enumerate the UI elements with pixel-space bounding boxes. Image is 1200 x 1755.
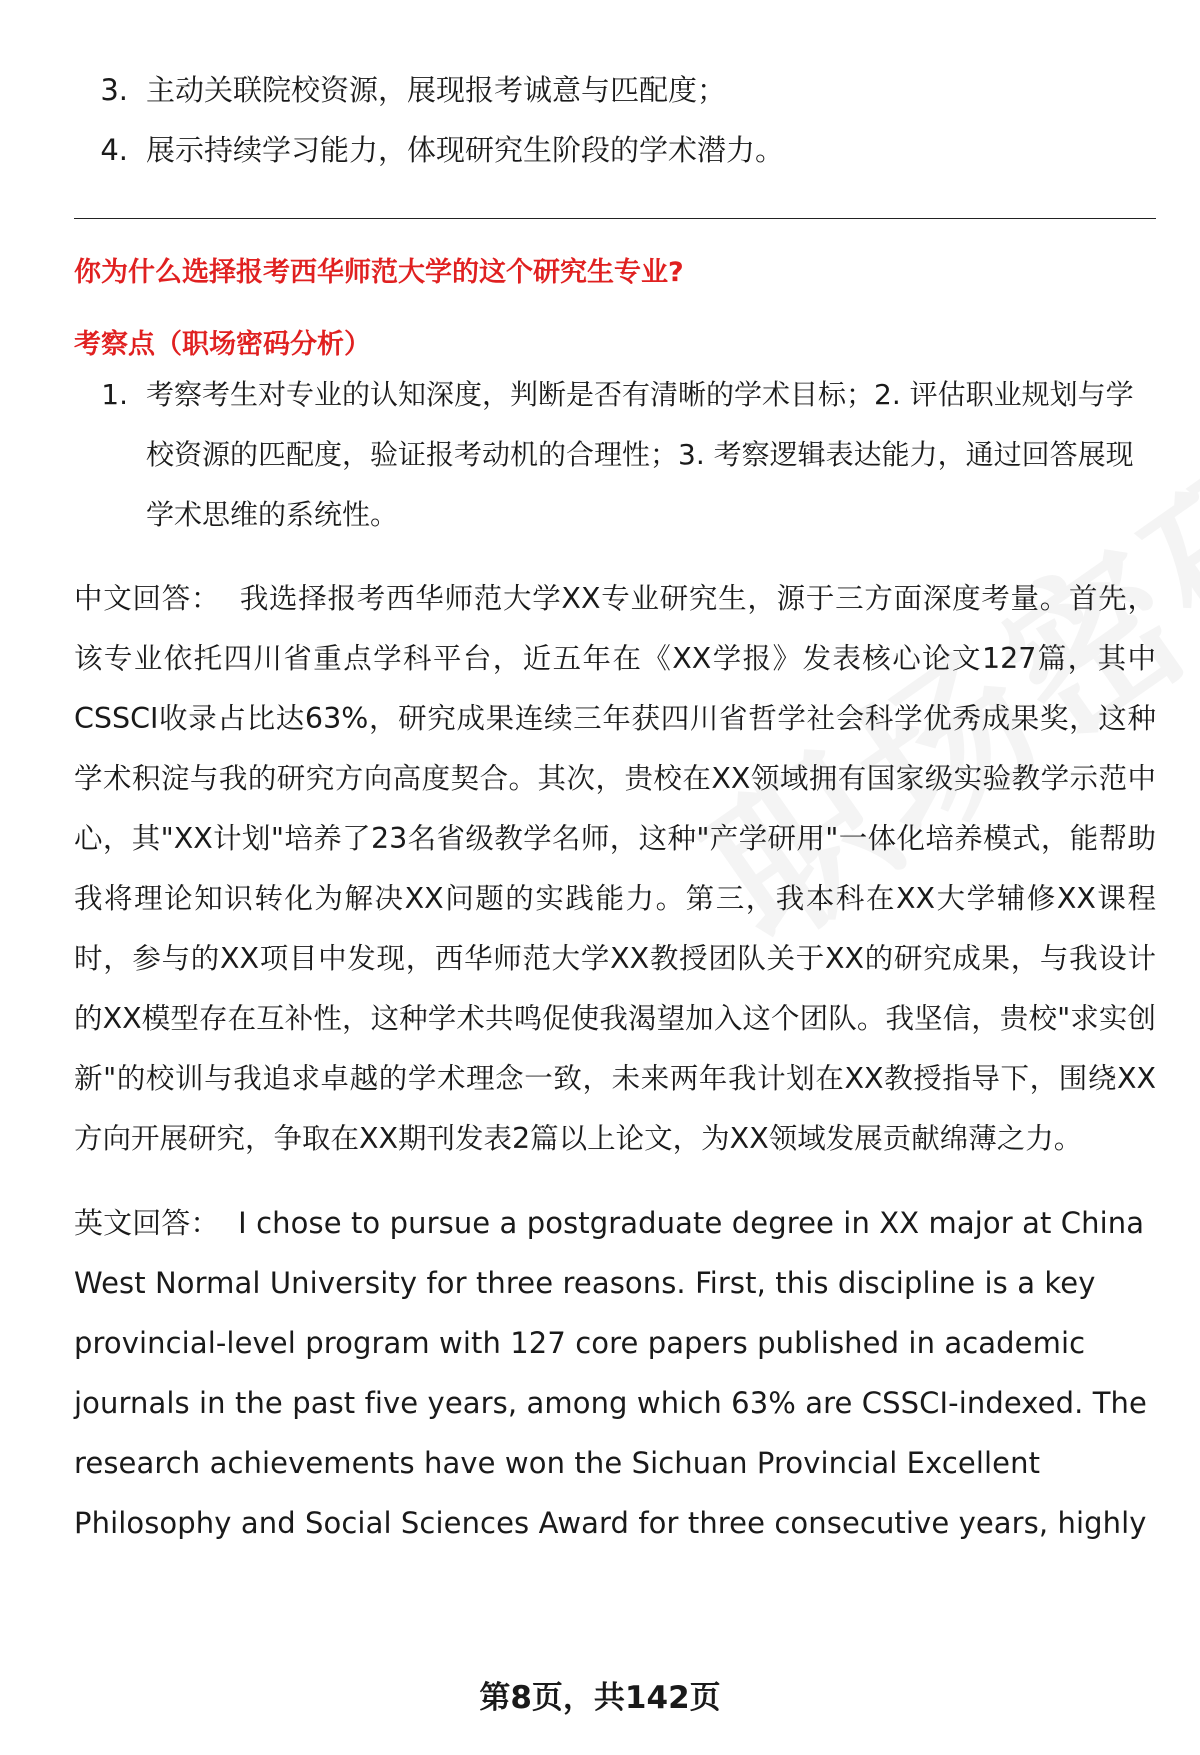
section-divider: [74, 218, 1156, 219]
list-item: [74, 120, 1156, 180]
list-number: 4.: [100, 133, 128, 167]
list-text: 主动关联院校资源，展现报考诚意与匹配度；: [146, 73, 727, 107]
list-item: [74, 365, 1156, 545]
chinese-answer-text: 我选择报考西华师范大学XX专业研究生，源于三方面深度考量。首先，该专业依托四川省重点学科平台，近五年在《XX学报》发表核心论文127篇，其中CSSCI收录占比达63%，研究成果连续三年获四川省哲学社会科学优秀成果奖，这种学术积淀与我的研究方向高度契合。其次，贵校在XX领域拥有国家级实验教学示范中心，其"XX计划"培养了23名省级教学名师，这种"产学研用"一体化培养模式，能帮助我将理论知识转化为解决XX问题的实践能力。第三，我本科在XX大学辅修XX课程时，参与的XX项目中发现，西华师范大学XX教授团队关于XX的研究成果，与我设计的XX模型存在互补性，这种学术共鸣促使我渴望加入这个团队。我坚信，贵校"求实创新"的校训与我追求卓越的学术理念一致，未来两年我计划在XX教授指导下，围绕XX方向开展研究，争取在XX期刊发表2篇以上论文，为XX领域发展贡献绵薄之力。: [74, 582, 1156, 1155]
list-text: 考察考生对专业的认知深度，判断是否有清晰的学术目标；2. 评估职业规划与学校资源的匹配度，验证报考动机的合理性；3. 考察逻辑表达能力，通过回答展现学术思维的系统性。: [146, 378, 1134, 531]
page-footer: 第8页，共142页: [479, 1680, 721, 1716]
question-subtitle: 考察点（职场密码分析）: [74, 329, 371, 360]
list-item: [74, 60, 1156, 120]
list-text: 展示持续学习能力，体现研究生阶段的学术潜力。: [146, 133, 785, 167]
document-page: [74, 60, 1156, 1553]
english-answer-text: I chose to pursue a postgraduate degree in XX major at China West Normal University for three reasons. First, this discipline is a key provincial-level program with 127 core papers published in academic journals in the past five years, among which 63% are CSSCI-indexed. The research achievements have won the Sichuan Provincial Excellent Philosophy and Social Sciences Award for three consecutive years, highly: [74, 1206, 1147, 1540]
english-answer-label: 英文回答：: [74, 1206, 220, 1240]
list-number: 3.: [100, 73, 128, 107]
assessment-points-list: [74, 365, 1156, 545]
question-title: 你为什么选择报考西华师范大学的这个研究生专业?: [74, 257, 684, 288]
english-answer: [74, 1193, 1156, 1553]
chinese-answer: [74, 569, 1156, 1169]
list-number: 1.: [101, 378, 128, 411]
chinese-answer-label: 中文回答：: [74, 582, 221, 615]
previous-points-list: [74, 60, 1156, 180]
